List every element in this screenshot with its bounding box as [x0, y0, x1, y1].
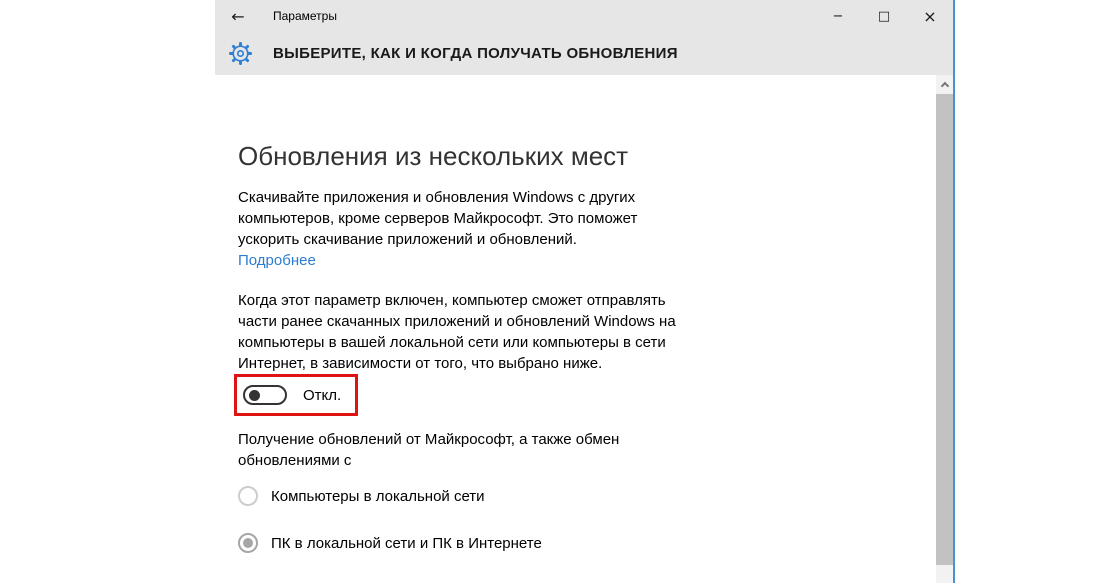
radio-group-label: Получение обновлений от Майкрософт, а также обмен обновлениями с [238, 431, 620, 469]
toggle-state-label: Откл. [303, 386, 342, 404]
close-icon: × [923, 6, 937, 26]
chevron-up-icon [940, 82, 948, 90]
radio-option-local-and-internet[interactable] [238, 533, 542, 553]
window-title: Параметры [273, 9, 337, 23]
close-button[interactable] [907, 0, 953, 32]
minimize-button[interactable] [815, 0, 861, 32]
page-title: ВЫБЕРИТЕ, КАК И КОГДА ПОЛУЧАТЬ ОБНОВЛЕНИЯ [273, 45, 678, 62]
maximize-button[interactable] [861, 0, 907, 32]
updates-toggle[interactable] [243, 385, 287, 405]
learn-more-link[interactable]: Подробнее [238, 252, 316, 269]
gear-icon [228, 41, 253, 66]
radio-label: Компьютеры в локальной сети [271, 487, 485, 505]
scrollbar-up-button[interactable] [936, 75, 953, 93]
page-header [215, 32, 953, 75]
settings-window [215, 0, 955, 583]
radio-icon [238, 486, 258, 506]
content-area [215, 75, 953, 553]
radio-icon [238, 533, 258, 553]
back-icon: ← [231, 6, 245, 26]
maximize-icon: □ [877, 8, 891, 24]
explanation-text: Когда этот параметр включен, компьютер сможет отправлять части ранее скачанных приложений и обновлений Windows на компьютеры в вашей локальной сети или компьютеры в сети Интернет, в зависимости от того, что выбрано ниже. [238, 292, 676, 372]
toggle-knob [249, 390, 260, 401]
radio-option-local-network[interactable] [238, 486, 485, 506]
scrollbar[interactable] [936, 75, 953, 583]
back-button[interactable] [215, 0, 261, 32]
radio-label: ПК в локальной сети и ПК в Интернете [271, 534, 542, 552]
radio-dot [243, 538, 253, 548]
section-heading: Обновления из нескольких мест [238, 141, 629, 171]
scrollbar-thumb[interactable] [936, 94, 953, 565]
highlight-rectangle [234, 374, 358, 416]
titlebar [215, 0, 953, 32]
window-controls [815, 0, 953, 32]
description-text: Скачивайте приложения и обновления Windows с других компьютеров, кроме серверов Майкрософт. Это поможет ускорить скачивание приложений и обновлений. [238, 189, 638, 248]
minimize-icon: − [832, 8, 844, 24]
